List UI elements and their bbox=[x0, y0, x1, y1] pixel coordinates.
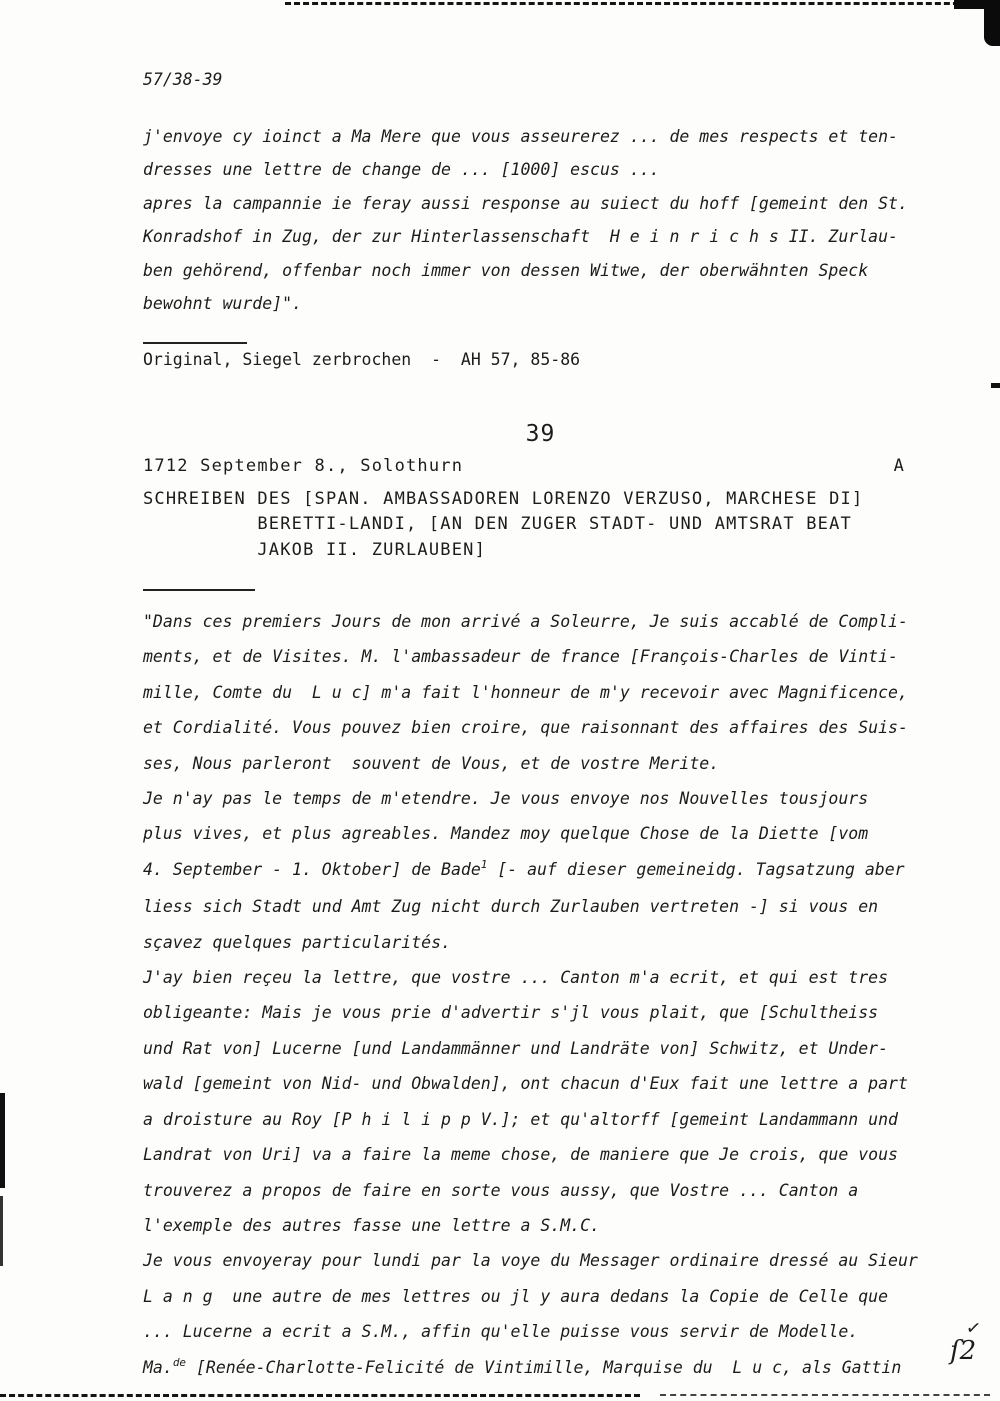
text-line: wald [gemeint von Nid- und Obwalden], ont chacun d'Eux fait une lettre a part bbox=[143, 1074, 908, 1094]
handwritten-checkmark: ✓ bbox=[964, 1317, 983, 1340]
text-line: l'exemple des autres fasse une lettre a S.M.C. bbox=[143, 1215, 600, 1235]
text-segment: Ma. bbox=[143, 1357, 173, 1377]
entry-39-quote bbox=[143, 604, 918, 1387]
scan-artifact-bottom-edge bbox=[0, 1394, 640, 1397]
text-line: Je vous envoyeray pour lundi par la voye du Messager ordinaire dressé au Sieur bbox=[143, 1251, 918, 1271]
scan-artifact-left-edge-mark bbox=[0, 1093, 5, 1188]
text-line: ... Lucerne a ecrit a S.M., affin qu'elle puisse vous servir de Modelle. bbox=[143, 1322, 859, 1342]
archive-reference: 57/38-39 bbox=[143, 70, 223, 89]
text-line: Landrat von Uri] va a faire la meme chose, de maniere que Je crois, que vous bbox=[143, 1145, 898, 1165]
text-segment: [Renée-Charlotte-Felicité de Vintimille, Marquise du L u c, als Gattin bbox=[186, 1357, 902, 1377]
text-line: Konradshof in Zug, der zur Hinterlassenschaft H e i n r i c h s II. Zurlau- bbox=[143, 227, 898, 247]
text-line: BERETTI-LANDI, [AN DEN ZUGER STADT- UND AMTSRAT BEAT bbox=[143, 514, 852, 535]
entry-38-source-line: Original, Siegel zerbrochen - AH 57, 85-86 bbox=[143, 350, 581, 369]
text-line: JAKOB II. ZURLAUBEN] bbox=[143, 539, 487, 560]
text-line: SCHREIBEN DES [SPAN. AMBASSADOREN LORENZO VERZUSO, MARCHESE DI] bbox=[143, 489, 864, 509]
text-segment: 4. September - 1. Oktober] de Bade bbox=[143, 859, 481, 879]
text-line: bewohnt wurde]". bbox=[143, 294, 302, 314]
scan-artifact-top-edge bbox=[285, 2, 986, 5]
text-segment: [- auf dieser gemeineidg. Tagsatzung aber bbox=[487, 859, 905, 879]
text-line bbox=[143, 852, 918, 889]
text-line: dresses une lettre de change de ... [1000] escus ... bbox=[143, 160, 660, 180]
text-line: mille, Comte du L u c] m'a fait l'honneur de m'y recevoir avec Magnificence, bbox=[143, 682, 908, 702]
text-line: et Cordialité. Vous pouvez bien croire, que raisonnant des affaires des Suis- bbox=[143, 718, 908, 738]
text-line: plus vives, et plus agreables. Mandez moy quelque Chose de la Diette [vom bbox=[143, 824, 869, 844]
text-line: ses, Nous parleront souvent de Vous, et de vostre Merite. bbox=[143, 753, 720, 773]
entry-38-quote bbox=[143, 120, 908, 320]
scan-artifact-bottom-edge-2 bbox=[660, 1394, 990, 1396]
text-line: J'ay bien reçeu la lettre, que vostre ... Canton m'a ecrit, et qui est tres bbox=[143, 968, 889, 988]
scan-artifact-left-edge-mark-2 bbox=[0, 1196, 3, 1266]
text-line: Je n'ay pas le temps de m'etendre. Je vous envoye nos Nouvelles tousjours bbox=[143, 789, 869, 809]
superscript-text: 1 bbox=[480, 857, 488, 871]
superscript-text: de bbox=[172, 1355, 187, 1369]
entry-39-title bbox=[143, 487, 863, 563]
text-line bbox=[143, 1350, 918, 1387]
text-line: L a n g une autre de mes lettres ou jl y aura dedans la Copie de Celle que bbox=[143, 1286, 889, 1306]
text-line: ben gehörend, offenbar noch immer von dessen Witwe, der oberwähnten Speck bbox=[143, 260, 869, 280]
text-line: liess sich Stadt und Amt Zug nicht durch Zurlauben vertreten -] si vous en bbox=[143, 897, 879, 917]
scan-artifact-top-right-corner-strip bbox=[954, 0, 1000, 9]
entry-39-date-row bbox=[143, 456, 905, 476]
text-line: "Dans ces premiers Jours de mon arrivé a Soleurre, Je suis accablé de Compli- bbox=[143, 612, 908, 631]
handwritten-number: ſ2 bbox=[950, 1336, 977, 1366]
text-line: sçavez quelques particularités. bbox=[143, 932, 451, 952]
entry-39-date: 1712 September 8., Solothurn bbox=[143, 456, 464, 476]
entry-39-number: 39 bbox=[525, 421, 556, 447]
text-line: a droisture au Roy [P h i l i p p V.]; et qu'altorff [gemeint Landammann und bbox=[143, 1109, 898, 1129]
text-line: und Rat von] Lucerne [und Landammänner und Landräte von] Schwitz, et Under- bbox=[143, 1038, 889, 1058]
text-line: apres la campannie ie feray aussi response au suiect du hoff [gemeint den St. bbox=[143, 193, 908, 213]
separator-rule bbox=[143, 342, 247, 344]
scan-artifact-right-tick bbox=[991, 383, 1000, 388]
entry-39-marginal-letter: A bbox=[893, 456, 905, 476]
text-line: j'envoye cy ioinct a Ma Mere que vous asseurerez ... de mes respects et ten- bbox=[143, 127, 898, 146]
text-line: trouverez a propos de faire en sorte vous aussy, que Vostre ... Canton a bbox=[143, 1180, 859, 1200]
text-line: ments, et de Visites. M. l'ambassadeur de france [François-Charles de Vinti- bbox=[143, 647, 898, 667]
text-line: obligeante: Mais je vous prie d'advertir s'jl vous plait, que [Schultheiss bbox=[143, 1003, 879, 1023]
separator-rule-2 bbox=[143, 589, 255, 591]
